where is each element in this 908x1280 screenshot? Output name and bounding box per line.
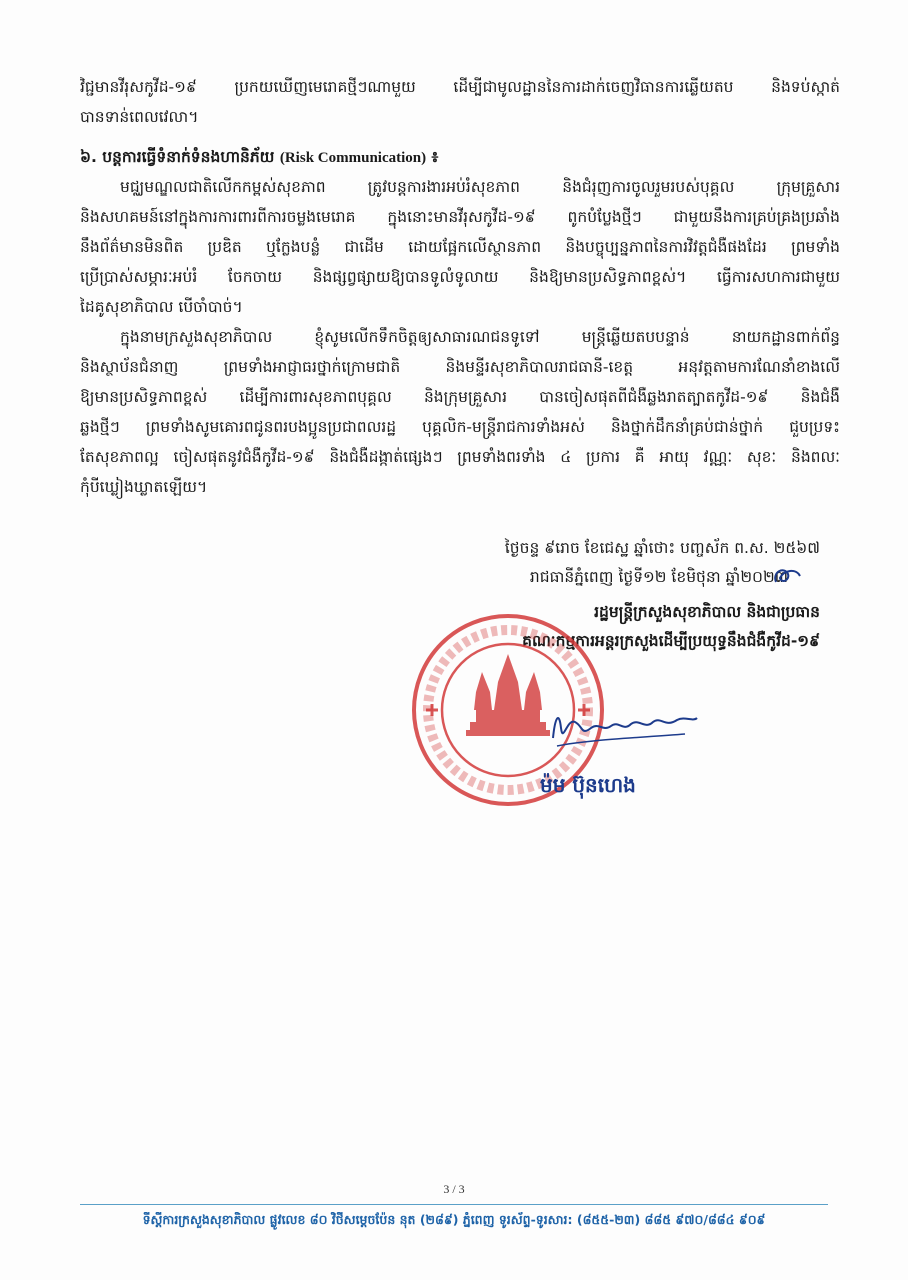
text-line: វិជ្ជមានវីរុសកូវីដ-១៩ ប្រកយឃើញមេរោគថ្មីៗណាមួយ ដើម្បីជាមូលដ្ឋាននៃការដាក់ចេញវិធានការឆ្លើយតប និងទប់ស្កាត់ [80,78,840,96]
signatory-title-1: រដ្ឋមន្ត្រីក្រសួងសុខាភិបាល និងជាប្រធាន [594,603,820,621]
section-6-paragraph-1 [80,172,840,322]
signer-name: ម៉ម ប៊ុនហេង [540,773,636,797]
text-line: និងស្ថាប័នជំនាញ ព្រមទាំងអាជ្ញាធរថ្នាក់ក្រោមជាតិ និងមន្ទីរសុខាភិបាលរាជធានី-ខេត្ត អនុវត្តតាមការណែនាំខាងលើ [80,358,840,376]
handwritten-signature-icon [545,688,705,758]
date-lunar: ថ្ងៃចន្ទ ៩រោច ខែជេស្ឋ ឆ្នាំថោះ បញ្ចស័ក ព.ស. ២៥៦៧ [504,539,820,557]
heading-end: ៖ [431,148,439,166]
text-line: និងសហគមន៍នៅក្នុងការការពារពីការចម្លងមេរោគ ក្នុងនោះមានវីរុសកូវីដ-១៩ ពូកបំប្លែងថ្មីៗ ជាមួយនឹងការគ្រប់គ្រងប្រឆាំង [80,208,840,226]
continued-paragraph [80,72,840,132]
section-6-heading [80,142,840,173]
text-line: ក្នុងនាមក្រសួងសុខាភិបាល ខ្ញុំសូមលើកទឹកចិត្តឲ្យសាធារណជនទូទៅ មន្ត្រីឆ្លើយតបបន្ទាន់ នាយកដ្ឋានពាក់ព័ន្ធ [120,328,840,346]
text-line: មជ្ឈមណ្ឌលជាតិលើកកម្ពស់សុខភាព ត្រូវបន្តការងារអប់រំសុខភាព និងជំរុញការចូលរួមរបស់បុគ្គល ក្រុមគ្រួសារ [120,178,840,196]
text-line: ប្រើប្រាស់សម្ភារៈអប់រំ ចែកចាយ និងផ្សព្វផ្សាយឱ្យបានទូលំទូលាយ និងឱ្យមានប្រសិទ្ធភាពខ្ពស់។ ធ្វើការសហការជាមួយ [80,268,840,286]
section-6-paragraph-2 [80,322,840,502]
heading-en: (Risk Communication) [279,150,427,166]
text-line: ឆ្លងថ្មីៗ ព្រមទាំងសូមគោរពជូនពរបងប្អូនប្រជាពលរដ្ឋ បុគ្គលិក-មន្ត្រីរាជការទាំងអស់ និងថ្នាក់ដឹកនាំគ្រប់ជាន់ថ្នាក់ ជួបប្រទះ [80,418,840,436]
date-gregorian: រាជធានីភ្នំពេញ ថ្ងៃទី១២ ខែមិថុនា ឆ្នាំ២០២៣ [529,568,788,586]
page-number: 3 / 3 [443,1182,465,1196]
handwritten-initial-icon [770,562,806,592]
text-line: តែសុខភាពល្អ ចៀសផុតនូវជំងឺកូវីដ-១៩ និងជំងឺដង្កាត់ផ្សេងៗ ព្រមទាំងពរទាំង ៤ ប្រការ គឺ អាយុ វណ្ណៈ សុខៈ និងពលៈ [80,448,840,466]
text-line: ដៃគូសុខាភិបាល បើចាំបាច់។ [80,298,243,316]
signatory-title-2: គណៈកម្មការអន្តរក្រសួងដើម្បីប្រយុទ្ធនឹងជំងឺកូវីដ-១៩ [522,632,820,650]
text-line: ឱ្យមានប្រសិទ្ធភាពខ្ពស់ ដើម្បីការពារសុខភាពបុគ្គល និងក្រុមគ្រួសារ បានចៀសផុតពីជំងឺឆ្លងរាតត្បាតកូវីដ-១៩ និងជំងឺ [80,388,840,406]
text-line: កុំបីឃ្លៀងឃ្លាតឡើយ។ [80,478,208,496]
text-line: បានទាន់ពេលវេលា។ [80,108,199,126]
heading-kh: ៦. បន្តការធ្វើទំនាក់ទំនងហានិភ័យ [80,148,275,166]
text-line: នឹងព័ត៌មានមិនពិត ប្រឌិត ឬក្លែងបន្លំ ជាដើម ដោយផ្អែកលើស្ថានភាព និងបច្ចុប្បន្នភាពនៃការវិវត្តជំងឺផងដែរ ព្រមទាំង [80,238,840,256]
footer-address: ទីស្តីការក្រសួងសុខាភិបាល ផ្លូវលេខ ៨០ វិថីសម្តេចប៉ែន នុត (២៨៩) ភ្នំពេញ ទូរស័ព្ទ-ទូរសារ: (៨៥៥-២៣) ៨៨៥ ៩៧០/៨៨៤ ៩០៩ [142,1212,766,1227]
footer-divider [80,1204,828,1205]
